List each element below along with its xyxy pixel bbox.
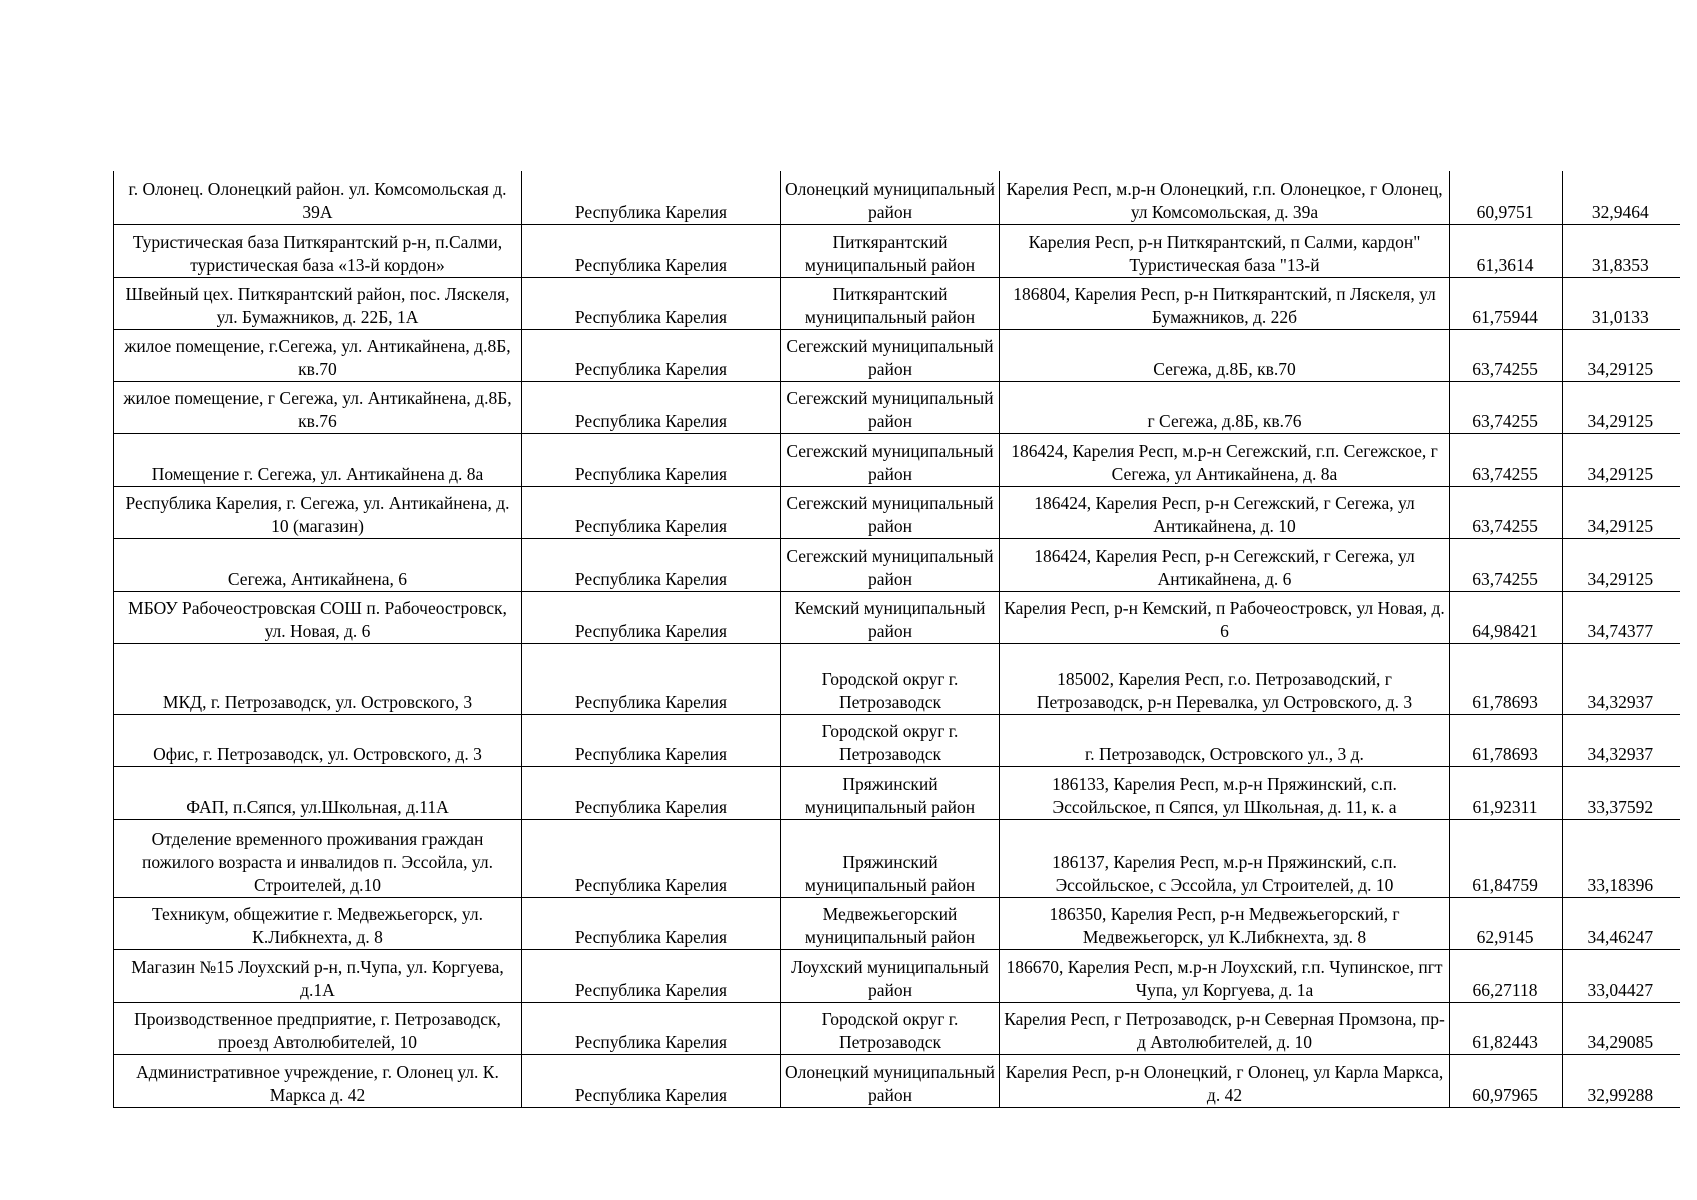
address-cell: Карелия Респ, р-н Питкярантский, п Салми, кардон" Туристическая база "13-й [1000,224,1450,277]
region-cell: Республика Карелия [522,486,781,538]
address-cell: 186424, Карелия Респ, м.р-н Сегежский, г.п. Сегежское, г Сегежа, ул Антикайнена, д. 8а [1000,433,1450,486]
municipality-cell: Олонецкий муниципальный район [781,171,1000,224]
region-cell: Республика Карелия [522,819,781,897]
municipality-cell: Сегежский муниципальный район [781,433,1000,486]
longitude-cell: 34,29125 [1563,329,1680,381]
latitude-cell: 60,9751 [1450,171,1563,224]
region-cell: Республика Карелия [522,381,781,433]
longitude-cell: 34,29125 [1563,433,1680,486]
municipality-cell: Пряжинский муниципальный район [781,819,1000,897]
latitude-cell: 61,78693 [1450,643,1563,714]
latitude-cell: 61,84759 [1450,819,1563,897]
region-cell: Республика Карелия [522,714,781,766]
region-cell: Республика Карелия [522,591,781,643]
address-cell: 185002, Карелия Респ, г.о. Петрозаводский, г Петрозаводск, р-н Перевалка, ул Островского, д. 3 [1000,643,1450,714]
table-row [114,224,1680,277]
municipality-cell: Кемский муниципальный район [781,591,1000,643]
longitude-cell: 31,8353 [1563,224,1680,277]
latitude-cell: 62,9145 [1450,897,1563,949]
longitude-cell: 33,18396 [1563,819,1680,897]
latitude-cell: 63,74255 [1450,538,1563,591]
region-cell: Республика Карелия [522,329,781,381]
municipality-cell: Городской округ г. Петрозаводск [781,714,1000,766]
municipality-cell: Сегежский муниципальный район [781,381,1000,433]
object-name-cell: Республика Карелия, г. Сегежа, ул. Антикайнена, д. 10 (магазин) [114,486,522,538]
region-cell: Республика Карелия [522,433,781,486]
latitude-cell: 61,92311 [1450,766,1563,819]
table-row [114,643,1680,714]
object-name-cell: г. Олонец. Олонецкий район. ул. Комсомольская д. 39А [114,171,522,224]
object-name-cell: МБОУ Рабочеостровская СОШ п. Рабочеостровск, ул. Новая, д. 6 [114,591,522,643]
region-cell: Республика Карелия [522,1054,781,1107]
object-name-cell: Швейный цех. Питкярантский район, пос. Ляскеля, ул. Бумажников, д. 22Б, 1А [114,277,522,329]
latitude-cell: 64,98421 [1450,591,1563,643]
table-row [114,1002,1680,1054]
table-row [114,538,1680,591]
address-cell: Сегежа, д.8Б, кв.70 [1000,329,1450,381]
table-row [114,949,1680,1002]
municipality-cell: Сегежский муниципальный район [781,486,1000,538]
object-name-cell: Офис, г. Петрозаводск, ул. Островского, д. 3 [114,714,522,766]
address-cell: Карелия Респ, р-н Кемский, п Рабочеостровск, ул Новая, д. 6 [1000,591,1450,643]
region-cell: Республика Карелия [522,766,781,819]
object-name-cell: Сегежа, Антикайнена, 6 [114,538,522,591]
table-row [114,277,1680,329]
latitude-cell: 61,82443 [1450,1002,1563,1054]
municipality-cell: Городской округ г. Петрозаводск [781,1002,1000,1054]
municipality-cell: Медвежьегорский муниципальный район [781,897,1000,949]
longitude-cell: 33,37592 [1563,766,1680,819]
address-cell: 186137, Карелия Респ, м.р-н Пряжинский, с.п. Эссойльское, с Эссойла, ул Строителей, д. 10 [1000,819,1450,897]
object-name-cell: Отделение временного проживания граждан пожилого возраста и инвалидов п. Эссойла, ул. Строителей, д.10 [114,819,522,897]
table-row [114,1054,1680,1107]
municipality-cell: Сегежский муниципальный район [781,538,1000,591]
latitude-cell: 63,74255 [1450,433,1563,486]
longitude-cell: 31,0133 [1563,277,1680,329]
table-row [114,766,1680,819]
table-body [114,171,1680,1107]
region-cell: Республика Карелия [522,224,781,277]
region-cell: Республика Карелия [522,1002,781,1054]
object-name-cell: Административное учреждение, г. Олонец ул. К. Маркса д. 42 [114,1054,522,1107]
address-table [113,171,1680,1108]
region-cell: Республика Карелия [522,897,781,949]
municipality-cell: Питкярантский муниципальный район [781,277,1000,329]
table-row [114,329,1680,381]
address-cell: г. Петрозаводск, Островского ул., 3 д. [1000,714,1450,766]
municipality-cell: Олонецкий муниципальный район [781,1054,1000,1107]
longitude-cell: 34,46247 [1563,897,1680,949]
longitude-cell: 34,29085 [1563,1002,1680,1054]
municipality-cell: Сегежский муниципальный район [781,329,1000,381]
latitude-cell: 61,75944 [1450,277,1563,329]
table-row [114,591,1680,643]
object-name-cell: МКД, г. Петрозаводск, ул. Островского, 3 [114,643,522,714]
object-name-cell: Магазин №15 Лоухский р-н, п.Чупа, ул. Коргуева, д.1А [114,949,522,1002]
object-name-cell: ФАП, п.Сяпся, ул.Школьная, д.11А [114,766,522,819]
municipality-cell: Городской округ г. Петрозаводск [781,643,1000,714]
table-row [114,819,1680,897]
object-name-cell: Туристическая база Питкярантский р-н, п.Салми, туристическая база «13-й кордон» [114,224,522,277]
municipality-cell: Пряжинский муниципальный район [781,766,1000,819]
region-cell: Республика Карелия [522,949,781,1002]
object-name-cell: жилое помещение, г Сегежа, ул. Антикайнена, д.8Б, кв.76 [114,381,522,433]
table-row [114,714,1680,766]
address-cell: 186424, Карелия Респ, р-н Сегежский, г Сегежа, ул Антикайнена, д. 10 [1000,486,1450,538]
table-row [114,433,1680,486]
latitude-cell: 63,74255 [1450,486,1563,538]
table-row [114,381,1680,433]
longitude-cell: 34,29125 [1563,538,1680,591]
latitude-cell: 63,74255 [1450,381,1563,433]
municipality-cell: Лоухский муниципальный район [781,949,1000,1002]
longitude-cell: 32,99288 [1563,1054,1680,1107]
address-cell: 186424, Карелия Респ, р-н Сегежский, г Сегежа, ул Антикайнена, д. 6 [1000,538,1450,591]
region-cell: Республика Карелия [522,643,781,714]
object-name-cell: Помещение г. Сегежа, ул. Антикайнена д. 8а [114,433,522,486]
object-name-cell: Производственное предприятие, г. Петрозаводск, проезд Автолюбителей, 10 [114,1002,522,1054]
longitude-cell: 34,29125 [1563,381,1680,433]
longitude-cell: 34,32937 [1563,714,1680,766]
object-name-cell: жилое помещение, г.Сегежа, ул. Антикайнена, д.8Б, кв.70 [114,329,522,381]
address-cell: Карелия Респ, г Петрозаводск, р-н Северная Промзона, пр-д Автолюбителей, д. 10 [1000,1002,1450,1054]
longitude-cell: 33,04427 [1563,949,1680,1002]
address-cell: Карелия Респ, м.р-н Олонецкий, г.п. Олонецкое, г Олонец, ул Комсомольская, д. 39а [1000,171,1450,224]
longitude-cell: 34,29125 [1563,486,1680,538]
latitude-cell: 66,27118 [1450,949,1563,1002]
region-cell: Республика Карелия [522,171,781,224]
address-cell: 186350, Карелия Респ, р-н Медвежьегорский, г Медвежьегорск, ул К.Либкнехта, зд. 8 [1000,897,1450,949]
address-cell: г Сегежа, д.8Б, кв.76 [1000,381,1450,433]
table-row [114,171,1680,224]
table-row [114,486,1680,538]
latitude-cell: 61,78693 [1450,714,1563,766]
region-cell: Республика Карелия [522,277,781,329]
address-cell: 186670, Карелия Респ, м.р-н Лоухский, г.п. Чупинское, пгт Чупа, ул Коргуева, д. 1а [1000,949,1450,1002]
address-cell: 186133, Карелия Респ, м.р-н Пряжинский, с.п. Эссойльское, п Сяпся, ул Школьная, д. 11, к. а [1000,766,1450,819]
latitude-cell: 61,3614 [1450,224,1563,277]
object-name-cell: Техникум, общежитие г. Медвежьегорск, ул. К.Либкнехта, д. 8 [114,897,522,949]
municipality-cell: Питкярантский муниципальный район [781,224,1000,277]
latitude-cell: 63,74255 [1450,329,1563,381]
latitude-cell: 60,97965 [1450,1054,1563,1107]
longitude-cell: 34,32937 [1563,643,1680,714]
address-cell: 186804, Карелия Респ, р-н Питкярантский, п Ляскеля, ул Бумажников, д. 22б [1000,277,1450,329]
table-row [114,897,1680,949]
region-cell: Республика Карелия [522,538,781,591]
longitude-cell: 34,74377 [1563,591,1680,643]
longitude-cell: 32,9464 [1563,171,1680,224]
address-cell: Карелия Респ, р-н Олонецкий, г Олонец, ул Карла Маркса, д. 42 [1000,1054,1450,1107]
